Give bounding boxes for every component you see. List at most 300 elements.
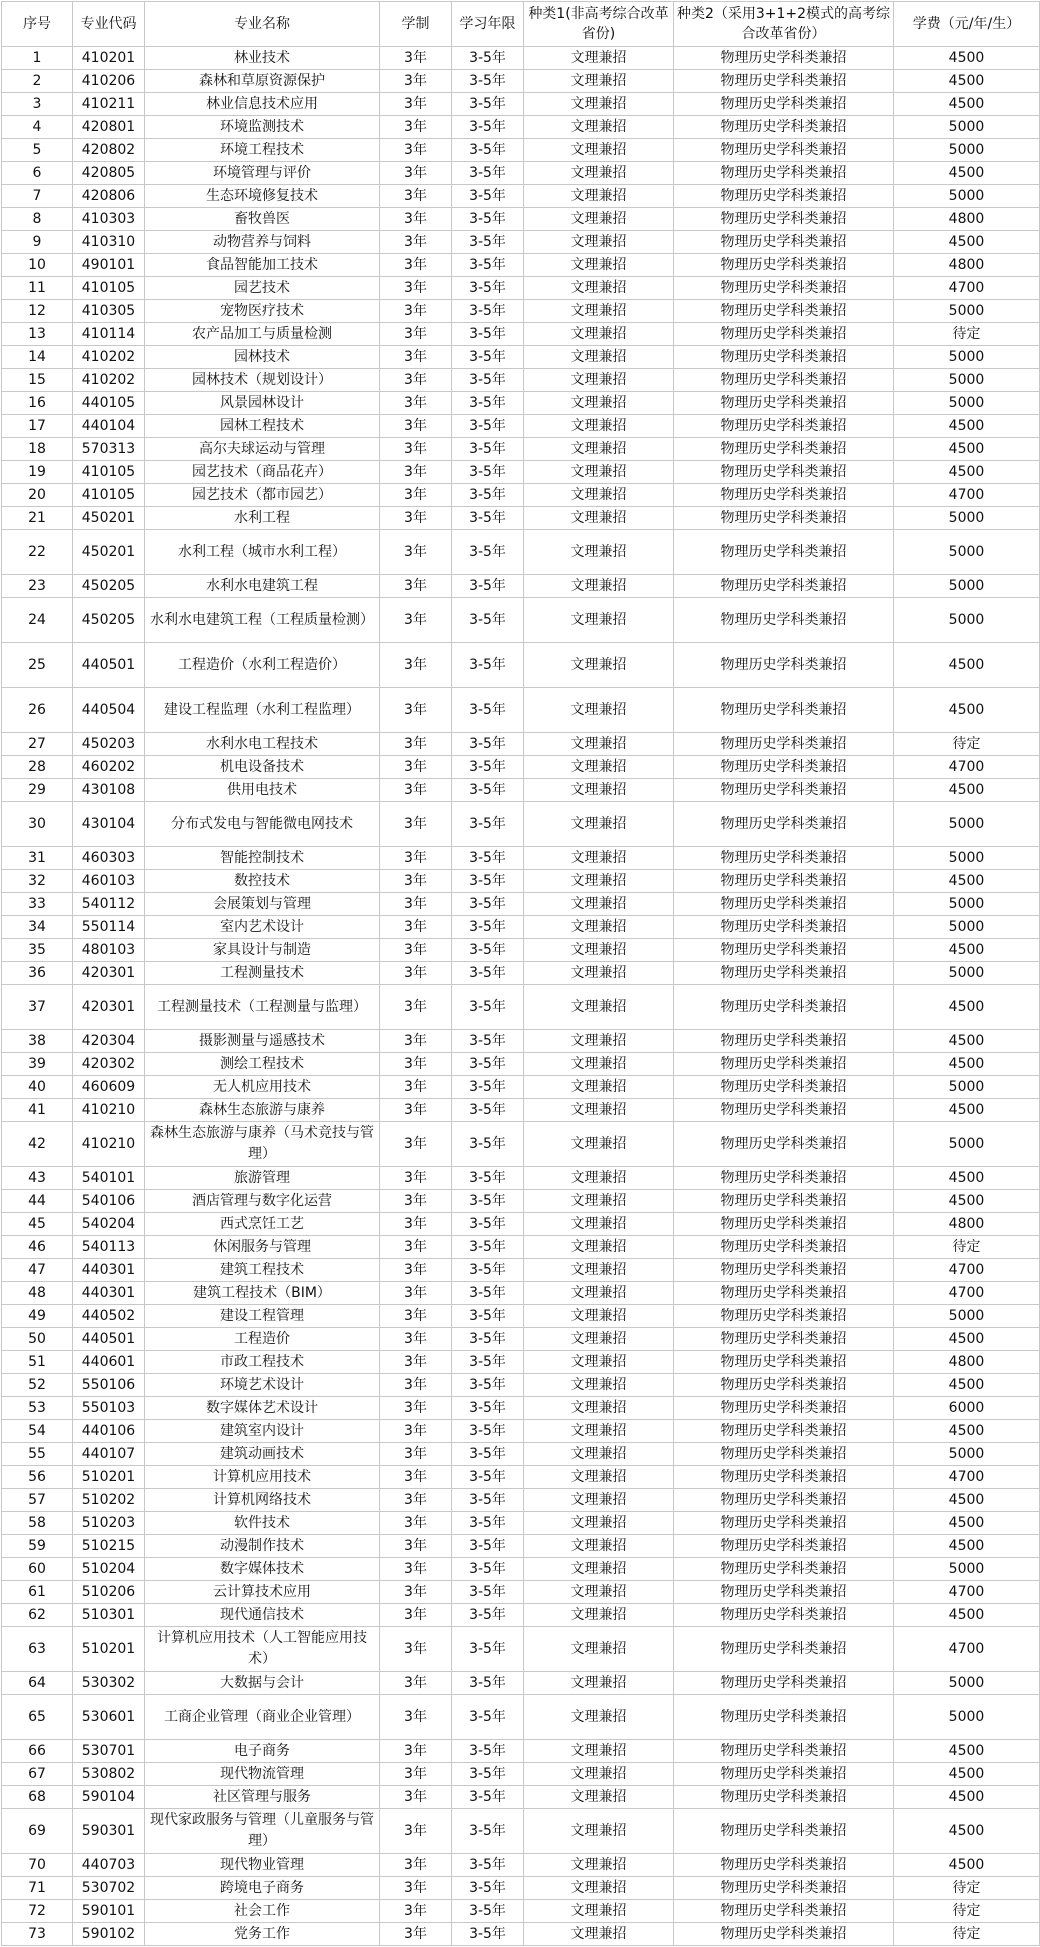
table-row	[2, 1923, 1040, 1946]
cell-duration: 3年	[380, 1374, 452, 1397]
cell-category2: 物理历史学科类兼招	[674, 300, 894, 323]
cell-study-years: 3-5年	[452, 162, 524, 185]
cell-category2: 物理历史学科类兼招	[674, 93, 894, 116]
cell-study-years: 3-5年	[452, 438, 524, 461]
cell-category2: 物理历史学科类兼招	[674, 461, 894, 484]
cell-study-years: 3-5年	[452, 847, 524, 870]
table-row	[2, 893, 1040, 916]
cell-tuition: 4500	[894, 1099, 1040, 1122]
col-header-name: 专业名称	[145, 2, 380, 47]
cell-name: 环境监测技术	[145, 116, 380, 139]
cell-duration: 3年	[380, 139, 452, 162]
cell-duration: 3年	[380, 779, 452, 802]
cell-code: 420301	[73, 962, 145, 985]
cell-study-years: 3-5年	[452, 1351, 524, 1374]
table-row	[2, 208, 1040, 231]
cell-duration: 3年	[380, 847, 452, 870]
cell-study-years: 3-5年	[452, 1581, 524, 1604]
cell-name: 园艺技术	[145, 277, 380, 300]
table-row	[2, 254, 1040, 277]
cell-tuition: 5000	[894, 1695, 1040, 1740]
cell-duration: 3年	[380, 1672, 452, 1695]
cell-category1: 文理兼招	[524, 1489, 674, 1512]
cell-study-years: 3-5年	[452, 1099, 524, 1122]
cell-tuition: 5000	[894, 530, 1040, 575]
cell-name: 畜牧兽医	[145, 208, 380, 231]
cell-category1: 文理兼招	[524, 1282, 674, 1305]
cell-study-years: 3-5年	[452, 733, 524, 756]
cell-category1: 文理兼招	[524, 1351, 674, 1374]
cell-category1: 文理兼招	[524, 1535, 674, 1558]
cell-code: 590301	[73, 1809, 145, 1854]
cell-name: 现代家政服务与管理（儿童服务与管理）	[145, 1809, 380, 1854]
cell-study-years: 3-5年	[452, 1672, 524, 1695]
cell-name: 环境管理与评价	[145, 162, 380, 185]
cell-code: 510206	[73, 1581, 145, 1604]
cell-tuition: 待定	[894, 1900, 1040, 1923]
cell-duration: 3年	[380, 1581, 452, 1604]
cell-study-years: 3-5年	[452, 1512, 524, 1535]
cell-category1: 文理兼招	[524, 323, 674, 346]
cell-duration: 3年	[380, 507, 452, 530]
cell-index: 37	[2, 985, 73, 1030]
cell-study-years: 3-5年	[452, 1282, 524, 1305]
cell-tuition: 4500	[894, 688, 1040, 733]
cell-category1: 文理兼招	[524, 643, 674, 688]
cell-name: 无人机应用技术	[145, 1076, 380, 1099]
cell-tuition: 5000	[894, 139, 1040, 162]
cell-index: 32	[2, 870, 73, 893]
cell-study-years: 3-5年	[452, 1236, 524, 1259]
table-row	[2, 1786, 1040, 1809]
table-row	[2, 1351, 1040, 1374]
cell-name: 休闲服务与管理	[145, 1236, 380, 1259]
cell-category1: 文理兼招	[524, 688, 674, 733]
cell-category1: 文理兼招	[524, 1443, 674, 1466]
cell-duration: 3年	[380, 575, 452, 598]
cell-code: 460202	[73, 756, 145, 779]
cell-category2: 物理历史学科类兼招	[674, 1786, 894, 1809]
cell-study-years: 3-5年	[452, 1374, 524, 1397]
cell-study-years: 3-5年	[452, 916, 524, 939]
cell-study-years: 3-5年	[452, 47, 524, 70]
cell-tuition: 4800	[894, 1213, 1040, 1236]
cell-study-years: 3-5年	[452, 1923, 524, 1946]
cell-index: 24	[2, 598, 73, 643]
cell-name: 园艺技术（商品花卉）	[145, 461, 380, 484]
cell-tuition: 待定	[894, 1877, 1040, 1900]
cell-index: 62	[2, 1604, 73, 1627]
cell-name: 室内艺术设计	[145, 916, 380, 939]
cell-category1: 文理兼招	[524, 916, 674, 939]
cell-duration: 3年	[380, 802, 452, 847]
cell-code: 430108	[73, 779, 145, 802]
cell-code: 450203	[73, 733, 145, 756]
cell-category1: 文理兼招	[524, 1328, 674, 1351]
cell-name: 供用电技术	[145, 779, 380, 802]
cell-index: 72	[2, 1900, 73, 1923]
cell-duration: 3年	[380, 530, 452, 575]
cell-category2: 物理历史学科类兼招	[674, 870, 894, 893]
cell-index: 18	[2, 438, 73, 461]
cell-code: 410211	[73, 93, 145, 116]
cell-tuition: 5000	[894, 392, 1040, 415]
cell-code: 540113	[73, 1236, 145, 1259]
cell-index: 70	[2, 1854, 73, 1877]
cell-tuition: 4500	[894, 1786, 1040, 1809]
cell-study-years: 3-5年	[452, 1305, 524, 1328]
cell-category1: 文理兼招	[524, 392, 674, 415]
cell-name: 建设工程监理（水利工程监理）	[145, 688, 380, 733]
cell-tuition: 5000	[894, 1672, 1040, 1695]
cell-category1: 文理兼招	[524, 369, 674, 392]
cell-index: 57	[2, 1489, 73, 1512]
cell-study-years: 3-5年	[452, 300, 524, 323]
table-row	[2, 1535, 1040, 1558]
cell-tuition: 4500	[894, 1535, 1040, 1558]
cell-tuition: 4500	[894, 1489, 1040, 1512]
cell-category1: 文理兼招	[524, 985, 674, 1030]
cell-name: 工程造价（水利工程造价）	[145, 643, 380, 688]
cell-code: 420301	[73, 985, 145, 1030]
cell-study-years: 3-5年	[452, 1122, 524, 1167]
cell-code: 450205	[73, 575, 145, 598]
cell-category1: 文理兼招	[524, 461, 674, 484]
cell-study-years: 3-5年	[452, 1786, 524, 1809]
cell-name: 建筑工程技术（BIM）	[145, 1282, 380, 1305]
cell-code: 460103	[73, 870, 145, 893]
cell-index: 21	[2, 507, 73, 530]
cell-category2: 物理历史学科类兼招	[674, 598, 894, 643]
cell-code: 410105	[73, 484, 145, 507]
cell-duration: 3年	[380, 1076, 452, 1099]
cell-tuition: 4800	[894, 1351, 1040, 1374]
cell-name: 现代物流管理	[145, 1763, 380, 1786]
cell-study-years: 3-5年	[452, 1076, 524, 1099]
cell-code: 510301	[73, 1604, 145, 1627]
table-row	[2, 1420, 1040, 1443]
cell-duration: 3年	[380, 438, 452, 461]
table-row	[2, 116, 1040, 139]
cell-category2: 物理历史学科类兼招	[674, 1397, 894, 1420]
cell-tuition: 5000	[894, 1305, 1040, 1328]
cell-duration: 3年	[380, 733, 452, 756]
cell-name: 摄影测量与遥感技术	[145, 1030, 380, 1053]
cell-index: 67	[2, 1763, 73, 1786]
cell-name: 云计算技术应用	[145, 1581, 380, 1604]
cell-tuition: 5000	[894, 346, 1040, 369]
cell-tuition: 5000	[894, 300, 1040, 323]
cell-category2: 物理历史学科类兼招	[674, 507, 894, 530]
cell-category2: 物理历史学科类兼招	[674, 1535, 894, 1558]
cell-category1: 文理兼招	[524, 1213, 674, 1236]
cell-code: 440504	[73, 688, 145, 733]
cell-tuition: 4700	[894, 1282, 1040, 1305]
cell-code: 450205	[73, 598, 145, 643]
cell-tuition: 4800	[894, 254, 1040, 277]
cell-index: 43	[2, 1167, 73, 1190]
cell-category2: 物理历史学科类兼招	[674, 985, 894, 1030]
cell-tuition: 4500	[894, 1374, 1040, 1397]
cell-index: 54	[2, 1420, 73, 1443]
cell-duration: 3年	[380, 93, 452, 116]
cell-code: 530601	[73, 1695, 145, 1740]
cell-duration: 3年	[380, 939, 452, 962]
cell-tuition: 4500	[894, 1053, 1040, 1076]
cell-study-years: 3-5年	[452, 779, 524, 802]
cell-index: 66	[2, 1740, 73, 1763]
cell-duration: 3年	[380, 1900, 452, 1923]
cell-category1: 文理兼招	[524, 346, 674, 369]
cell-category2: 物理历史学科类兼招	[674, 1604, 894, 1627]
cell-category2: 物理历史学科类兼招	[674, 346, 894, 369]
cell-duration: 3年	[380, 1122, 452, 1167]
cell-study-years: 3-5年	[452, 1558, 524, 1581]
cell-tuition: 5000	[894, 802, 1040, 847]
table-row	[2, 1466, 1040, 1489]
cell-study-years: 3-5年	[452, 415, 524, 438]
cell-study-years: 3-5年	[452, 346, 524, 369]
cell-name: 森林和草原资源保护	[145, 70, 380, 93]
cell-study-years: 3-5年	[452, 70, 524, 93]
cell-category2: 物理历史学科类兼招	[674, 1213, 894, 1236]
cell-study-years: 3-5年	[452, 575, 524, 598]
cell-duration: 3年	[380, 1053, 452, 1076]
cell-category1: 文理兼招	[524, 185, 674, 208]
cell-study-years: 3-5年	[452, 688, 524, 733]
cell-duration: 3年	[380, 47, 452, 70]
cell-category2: 物理历史学科类兼招	[674, 1695, 894, 1740]
cell-category2: 物理历史学科类兼招	[674, 643, 894, 688]
cell-duration: 3年	[380, 1420, 452, 1443]
cell-code: 440104	[73, 415, 145, 438]
cell-duration: 3年	[380, 231, 452, 254]
cell-tuition: 4500	[894, 643, 1040, 688]
cell-index: 29	[2, 779, 73, 802]
cell-tuition: 4500	[894, 1809, 1040, 1854]
cell-code: 420806	[73, 185, 145, 208]
table-row	[2, 598, 1040, 643]
cell-tuition: 5000	[894, 1122, 1040, 1167]
table-row	[2, 643, 1040, 688]
cell-code: 550103	[73, 1397, 145, 1420]
cell-code: 510201	[73, 1627, 145, 1672]
table-row	[2, 1374, 1040, 1397]
cell-code: 440106	[73, 1420, 145, 1443]
cell-category1: 文理兼招	[524, 116, 674, 139]
table-row	[2, 392, 1040, 415]
cell-tuition: 4500	[894, 438, 1040, 461]
cell-name: 软件技术	[145, 1512, 380, 1535]
cell-duration: 3年	[380, 392, 452, 415]
cell-index: 20	[2, 484, 73, 507]
cell-tuition: 5000	[894, 185, 1040, 208]
cell-name: 旅游管理	[145, 1167, 380, 1190]
cell-name: 建筑室内设计	[145, 1420, 380, 1443]
cell-duration: 3年	[380, 1763, 452, 1786]
cell-tuition: 4700	[894, 484, 1040, 507]
cell-code: 550114	[73, 916, 145, 939]
cell-category1: 文理兼招	[524, 415, 674, 438]
cell-category2: 物理历史学科类兼招	[674, 688, 894, 733]
cell-code: 530701	[73, 1740, 145, 1763]
cell-category2: 物理历史学科类兼招	[674, 369, 894, 392]
cell-category2: 物理历史学科类兼招	[674, 47, 894, 70]
cell-category1: 文理兼招	[524, 438, 674, 461]
table-row	[2, 70, 1040, 93]
table-row	[2, 1763, 1040, 1786]
cell-category2: 物理历史学科类兼招	[674, 1259, 894, 1282]
cell-study-years: 3-5年	[452, 985, 524, 1030]
cell-name: 家具设计与制造	[145, 939, 380, 962]
cell-code: 540101	[73, 1167, 145, 1190]
cell-tuition: 5000	[894, 1443, 1040, 1466]
table-row	[2, 185, 1040, 208]
cell-study-years: 3-5年	[452, 231, 524, 254]
cell-index: 16	[2, 392, 73, 415]
cell-category1: 文理兼招	[524, 1604, 674, 1627]
cell-category1: 文理兼招	[524, 1786, 674, 1809]
cell-index: 58	[2, 1512, 73, 1535]
cell-code: 460609	[73, 1076, 145, 1099]
cell-category1: 文理兼招	[524, 1397, 674, 1420]
cell-duration: 3年	[380, 415, 452, 438]
cell-code: 590101	[73, 1900, 145, 1923]
cell-study-years: 3-5年	[452, 93, 524, 116]
cell-index: 31	[2, 847, 73, 870]
table-row	[2, 939, 1040, 962]
cell-name: 动漫制作技术	[145, 1535, 380, 1558]
cell-category1: 文理兼招	[524, 893, 674, 916]
cell-study-years: 3-5年	[452, 1328, 524, 1351]
cell-study-years: 3-5年	[452, 893, 524, 916]
table-row	[2, 530, 1040, 575]
cell-tuition: 4500	[894, 1763, 1040, 1786]
cell-category1: 文理兼招	[524, 70, 674, 93]
cell-code: 410210	[73, 1099, 145, 1122]
cell-category2: 物理历史学科类兼招	[674, 392, 894, 415]
cell-code: 590102	[73, 1923, 145, 1946]
cell-category2: 物理历史学科类兼招	[674, 1190, 894, 1213]
cell-code: 440301	[73, 1282, 145, 1305]
table-row	[2, 1443, 1040, 1466]
cell-tuition: 5000	[894, 962, 1040, 985]
cell-duration: 3年	[380, 893, 452, 916]
cell-name: 水利工程（城市水利工程）	[145, 530, 380, 575]
cell-duration: 3年	[380, 185, 452, 208]
cell-duration: 3年	[380, 1397, 452, 1420]
cell-category1: 文理兼招	[524, 1076, 674, 1099]
cell-name: 市政工程技术	[145, 1351, 380, 1374]
cell-duration: 3年	[380, 1466, 452, 1489]
cell-code: 460303	[73, 847, 145, 870]
cell-study-years: 3-5年	[452, 962, 524, 985]
cell-index: 23	[2, 575, 73, 598]
cell-tuition: 4500	[894, 1740, 1040, 1763]
table-row	[2, 484, 1040, 507]
cell-index: 41	[2, 1099, 73, 1122]
table-row	[2, 300, 1040, 323]
cell-category1: 文理兼招	[524, 1763, 674, 1786]
cell-category1: 文理兼招	[524, 1581, 674, 1604]
table-row	[2, 369, 1040, 392]
table-row	[2, 847, 1040, 870]
table-row	[2, 1282, 1040, 1305]
cell-category2: 物理历史学科类兼招	[674, 1466, 894, 1489]
cell-name: 园林技术（规划设计）	[145, 369, 380, 392]
cell-duration: 3年	[380, 1351, 452, 1374]
table-row	[2, 1030, 1040, 1053]
cell-category1: 文理兼招	[524, 1053, 674, 1076]
cell-category1: 文理兼招	[524, 1420, 674, 1443]
cell-index: 13	[2, 323, 73, 346]
cell-category1: 文理兼招	[524, 484, 674, 507]
table-row	[2, 346, 1040, 369]
cell-study-years: 3-5年	[452, 392, 524, 415]
cell-index: 65	[2, 1695, 73, 1740]
cell-index: 56	[2, 1466, 73, 1489]
cell-category2: 物理历史学科类兼招	[674, 70, 894, 93]
cell-duration: 3年	[380, 346, 452, 369]
table-row	[2, 688, 1040, 733]
table-row	[2, 733, 1040, 756]
cell-code: 510204	[73, 1558, 145, 1581]
cell-code: 530302	[73, 1672, 145, 1695]
cell-category2: 物理历史学科类兼招	[674, 415, 894, 438]
table-row	[2, 756, 1040, 779]
cell-category1: 文理兼招	[524, 139, 674, 162]
cell-code: 420805	[73, 162, 145, 185]
table-row	[2, 1604, 1040, 1627]
cell-code: 410206	[73, 70, 145, 93]
cell-name: 风景园林设计	[145, 392, 380, 415]
cell-category1: 文理兼招	[524, 733, 674, 756]
cell-duration: 3年	[380, 461, 452, 484]
cell-index: 26	[2, 688, 73, 733]
cell-study-years: 3-5年	[452, 1809, 524, 1854]
cell-code: 410305	[73, 300, 145, 323]
cell-study-years: 3-5年	[452, 1877, 524, 1900]
cell-code: 440301	[73, 1259, 145, 1282]
cell-name: 水利水电建筑工程	[145, 575, 380, 598]
cell-index: 30	[2, 802, 73, 847]
cell-code: 410114	[73, 323, 145, 346]
table-row	[2, 779, 1040, 802]
cell-duration: 3年	[380, 1627, 452, 1672]
cell-index: 46	[2, 1236, 73, 1259]
cell-category2: 物理历史学科类兼招	[674, 162, 894, 185]
cell-code: 410202	[73, 369, 145, 392]
cell-index: 68	[2, 1786, 73, 1809]
cell-code: 550106	[73, 1374, 145, 1397]
cell-index: 28	[2, 756, 73, 779]
cell-duration: 3年	[380, 1030, 452, 1053]
cell-study-years: 3-5年	[452, 1535, 524, 1558]
cell-code: 440105	[73, 392, 145, 415]
cell-category2: 物理历史学科类兼招	[674, 1740, 894, 1763]
cell-index: 14	[2, 346, 73, 369]
cell-duration: 3年	[380, 1512, 452, 1535]
cell-index: 69	[2, 1809, 73, 1854]
table-row	[2, 277, 1040, 300]
cell-duration: 3年	[380, 1809, 452, 1854]
table-header	[2, 2, 1040, 47]
col-header-category2: 种类2（采用3+1+2模式的高考综合改革省份）	[674, 2, 894, 47]
col-header-category1: 种类1(非高考综合改革省份)	[524, 2, 674, 47]
cell-category2: 物理历史学科类兼招	[674, 1581, 894, 1604]
cell-name: 社区管理与服务	[145, 1786, 380, 1809]
cell-duration: 3年	[380, 1877, 452, 1900]
